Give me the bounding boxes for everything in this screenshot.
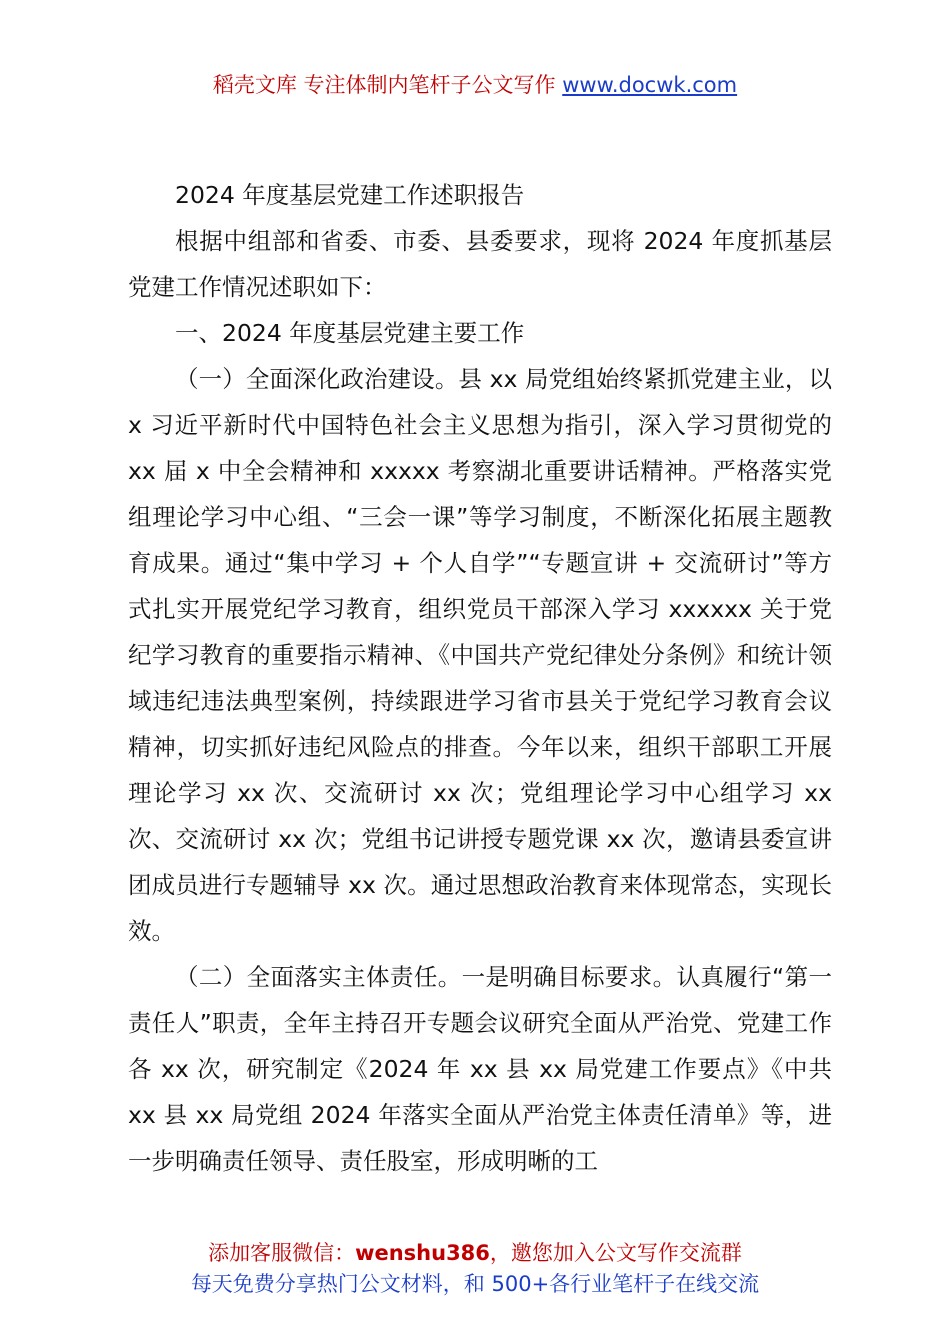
footer-contact-prefix: 添加客服微信：: [208, 1241, 356, 1265]
footer-promo-line: 每天免费分享热门公文材料，和 500+各行业笔杆子在线交流: [190, 1272, 760, 1296]
footer-contact-suffix: ，邀您加入公文写作交流群: [489, 1241, 742, 1265]
paragraph-political-construction: （一）全面深化政治建设。县 xx 局党组始终紧抓党建主业，以 x 习近平新时代中国特色社会主义思想为指引，深入学习贯彻党的 xx 届 x 中全会精神和 xxxxx 考察湖北重要讲话精神。严格落实党组理论学习中心组、“三会一课”等学习制度，不断深化拓展主题教育成果。通过“集中学习 + 个人自学”“专题宣讲 + 交流研讨”等方式扎实开展党纪学习教育，组织党员干部深入学习 xxxxxx 关于党纪学习教育的重要指示精神、《中国共产党纪律处分条例》和统计领域违纪违法典型案例，持续跟进学习省市县关于党纪学习教育会议精神，切实抓好违纪风险点的排查。今年以来，组织干部职工开展理论学习 xx 次、交流研讨 xx 次；党组理论学习中心组学习 xx 次、交流研讨 xx 次；党组书记讲授专题党课 xx 次，邀请县委宣讲团成员进行专题辅导 xx 次。通过思想政治教育来体现常态，实现长效。: [128, 365, 832, 945]
footer-wechat-id: wenshu386: [355, 1241, 490, 1265]
intro-paragraph: 根据中组部和省委、市委、县委要求，现将 2024 年度抓基层党建工作情况述职如下：: [128, 227, 832, 301]
footer-contact-line: [0, 1238, 950, 1269]
page-footer: [0, 1238, 950, 1300]
section-heading: 一、2024 年度基层党建主要工作: [175, 319, 525, 347]
document-body: [128, 172, 832, 1184]
page-header: [0, 70, 950, 100]
header-brand-text: 稻壳文库 专注体制内笔杆子公文写作: [212, 73, 563, 97]
paragraph-main-responsibility: （二）全面落实主体责任。一是明确目标要求。认真履行“第一责任人”职责，全年主持召开专题会议研究全面从严治党、党建工作各 xx 次，研究制定《2024 年 xx 县 xx 局党建工作要点》《中共 xx 县 xx 局党组 2024 年落实全面从严治党主体责任清单》等，进一步明确责任领导、责任股室，形成明晰的工: [128, 963, 832, 1175]
document-title: 2024 年度基层党建工作述职报告: [175, 181, 525, 209]
header-site-link[interactable]: www.docwk.com: [562, 73, 738, 97]
